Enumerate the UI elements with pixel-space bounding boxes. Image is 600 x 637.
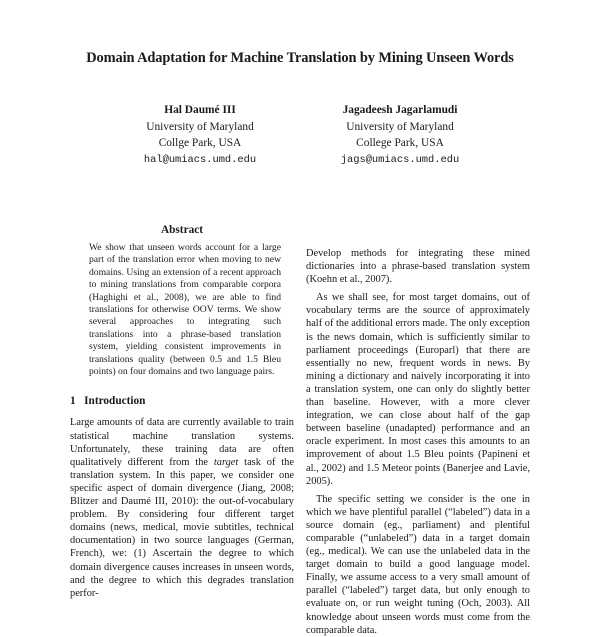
section-number: 1 bbox=[70, 395, 76, 408]
author-name: Hal Daumé III bbox=[164, 104, 236, 116]
section-heading bbox=[70, 395, 294, 407]
intro-emphasis: target bbox=[213, 456, 239, 468]
paper-title: Domain Adaptation for Machine Translation by Mining Unseen Words bbox=[86, 50, 514, 66]
right-paragraph-1: Develop methods for integrating these mined dictionaries into a phrase-based translation system (Koehn et al., 2007). bbox=[306, 248, 530, 286]
right-paragraph-2: As we shall see, for most target domains, out of vocabulary terms are the source of approximately half of the additional errors made. The only exception is the news domain, which is sufficiently similar to parliament proceedings (Europarl) that there are essentially no new, frequent words in news. By mining a dictionary and naively incorporating it into a translation system, one can only do slightly better than baseline. However, with a more clever integration, we can close about half of the gap between baseline (unadapted) performance and an oracle experiment. In most cases this amounts to an improvement of about 1.5 Bleu points (Papineni et al., 2002) and 1.5 Meteor points (Banerjee and Lavie, 2005). bbox=[306, 292, 530, 487]
abstract-text: We show that unseen words account for a large part of the translation error when moving to new domains. Using an extension of a recent approach to mining translations from comparable corpora (Haghighi et al., 2008), we are able to find translations for otherwise OOV terms. We show several approaches to integrating such translations into a phrase-based translation system, yielding consistent improvements in translations quality (between 0.5 and 1.5 Bleu points) on four domains and two language pairs. bbox=[89, 242, 281, 378]
left-column bbox=[70, 224, 294, 600]
abstract-heading: Abstract bbox=[160, 224, 204, 236]
intro-text-start: Large amounts of data are currently available to train statistical machine translation systems. Unfortunately, these training data are often qualitatively different from the bbox=[70, 417, 294, 468]
author-location: College Park, USA bbox=[356, 137, 444, 149]
author-block-2 bbox=[310, 102, 490, 168]
right-column bbox=[306, 247, 530, 637]
author-email: jags@umiacs.umd.edu bbox=[340, 153, 460, 166]
intro-text-end: task of the translation system. In this paper, we consider one specific aspect of domain divergence (Jiang, 2008; Blitzer and Daumé III, 2010): the out-of-vocabulary problem. By considering four different target domains (news, medical, movie subtitles, technical documentation) in two source languages (German, French), we: (1) Ascertain the degree to which domain divergence causes increases in unseen words, and the degree to which this degrades translation perfor- bbox=[70, 456, 294, 599]
section-title: Introduction bbox=[84, 395, 146, 408]
intro-paragraph bbox=[70, 416, 294, 599]
author-block-1 bbox=[110, 102, 290, 168]
right-paragraph-3: The specific setting we consider is the one in which we have plentiful parallel (“labeled”) data in a source domain (eg., parliament) and plentiful comparable (“unlabeled”) data in a target domain (eg., medical). We can use the unlabeled data in the target domain to build a good language model. Finally, we assume access to a very small amount of parallel (“labeled”) target data, but only enough to evaluate on, or run weight tuning (Och, 2003). All knowledge about unseen words must come from the comparable data. bbox=[306, 493, 530, 636]
author-name: Jagadeesh Jagarlamudi bbox=[342, 104, 458, 116]
author-affiliation: University of Maryland bbox=[346, 120, 454, 133]
author-location: Collge Park, USA bbox=[158, 137, 242, 149]
author-affiliation: University of Maryland bbox=[146, 120, 254, 133]
author-email: hal@umiacs.umd.edu bbox=[143, 153, 257, 166]
